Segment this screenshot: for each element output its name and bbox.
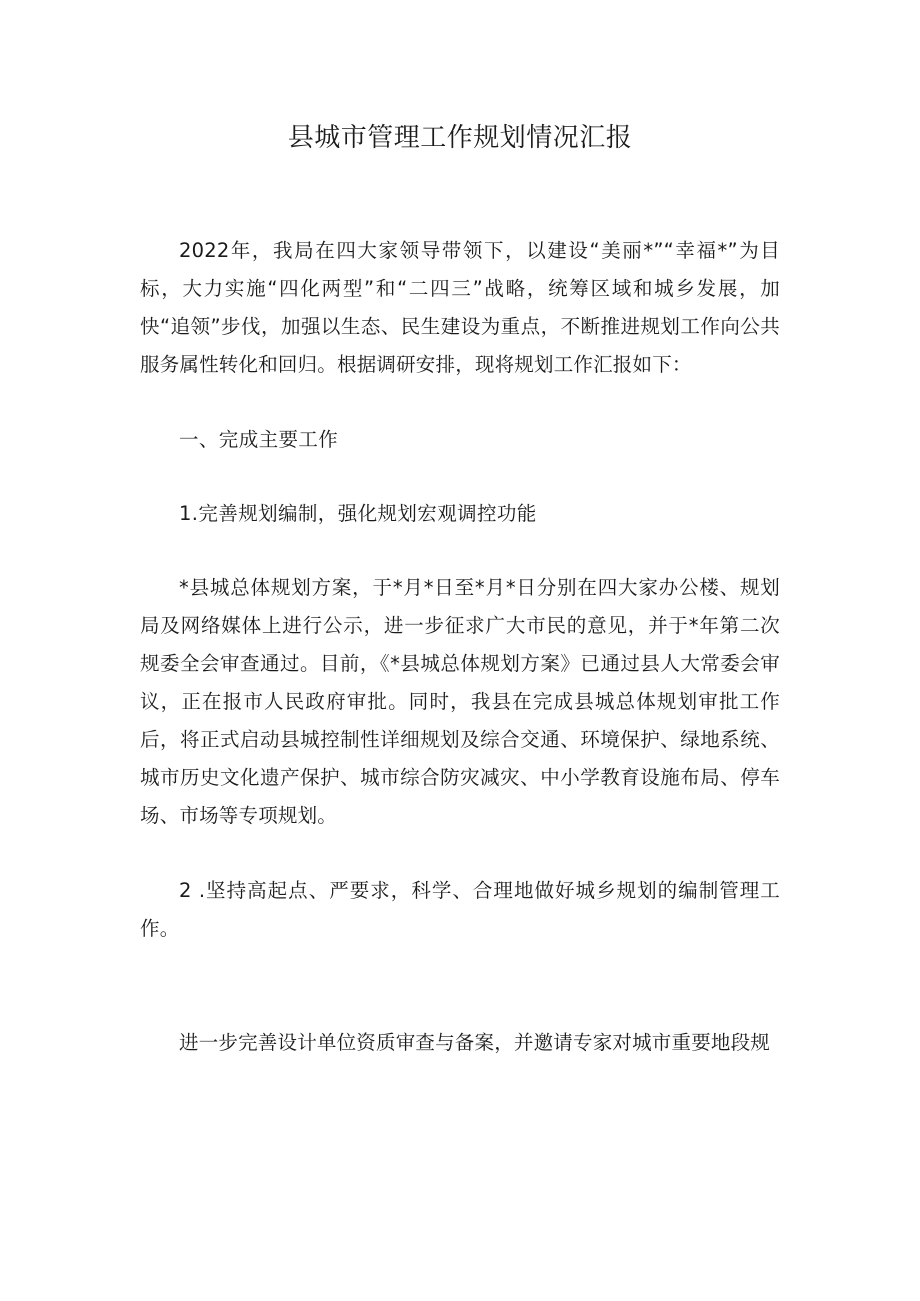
subsection-heading-1: 1.完善规划编制，强化规划宏观调控功能 (179, 502, 537, 525)
subsection-heading-2: 2 .坚持高起点、严要求，科学、合理地做好城乡规划的编制管理工作。 (140, 879, 780, 940)
document-body (140, 232, 780, 1062)
intro-paragraph: 2022年，我局在四大家领导带领下，以建设“美丽*”“幸福*”为目标，大力实施“四化两型”和“二四三”战略，统筹区域和城乡发展，加快“追领”步伐，加强以生态、民生建设为重点，不断推进规划工作向公共服务属性转化和回归。根据调研安排，现将规划工作汇报如下： (140, 239, 780, 376)
section-heading: 一、完成主要工作 (179, 428, 339, 451)
subsection-1-paragraph: *县城总体规划方案，于*月*日至*月*日分别在四大家办公楼、规划局及网络媒体上进行公示，进一步征求广大市民的意见，并于*年第二次规委全会审查通过。目前，《*县城总体规划方案》已通过县人大常委会审议，正在报市人民政府审批。同时，我县在完成县城总体规划审批工作后，将正式启动县城控制性详细规划及综合交通、环境保护、绿地系统、城市历史文化遗产保护、城市综合防灾减灾、中小学教育设施布局、停车场、市场等专项规划。 (140, 576, 780, 827)
document-title: 县城市管理工作规划情况汇报 (287, 123, 633, 153)
subsection-2-paragraph: 进一步完善设计单位资质审查与备案，并邀请专家对城市重要地段规 (179, 1031, 771, 1054)
